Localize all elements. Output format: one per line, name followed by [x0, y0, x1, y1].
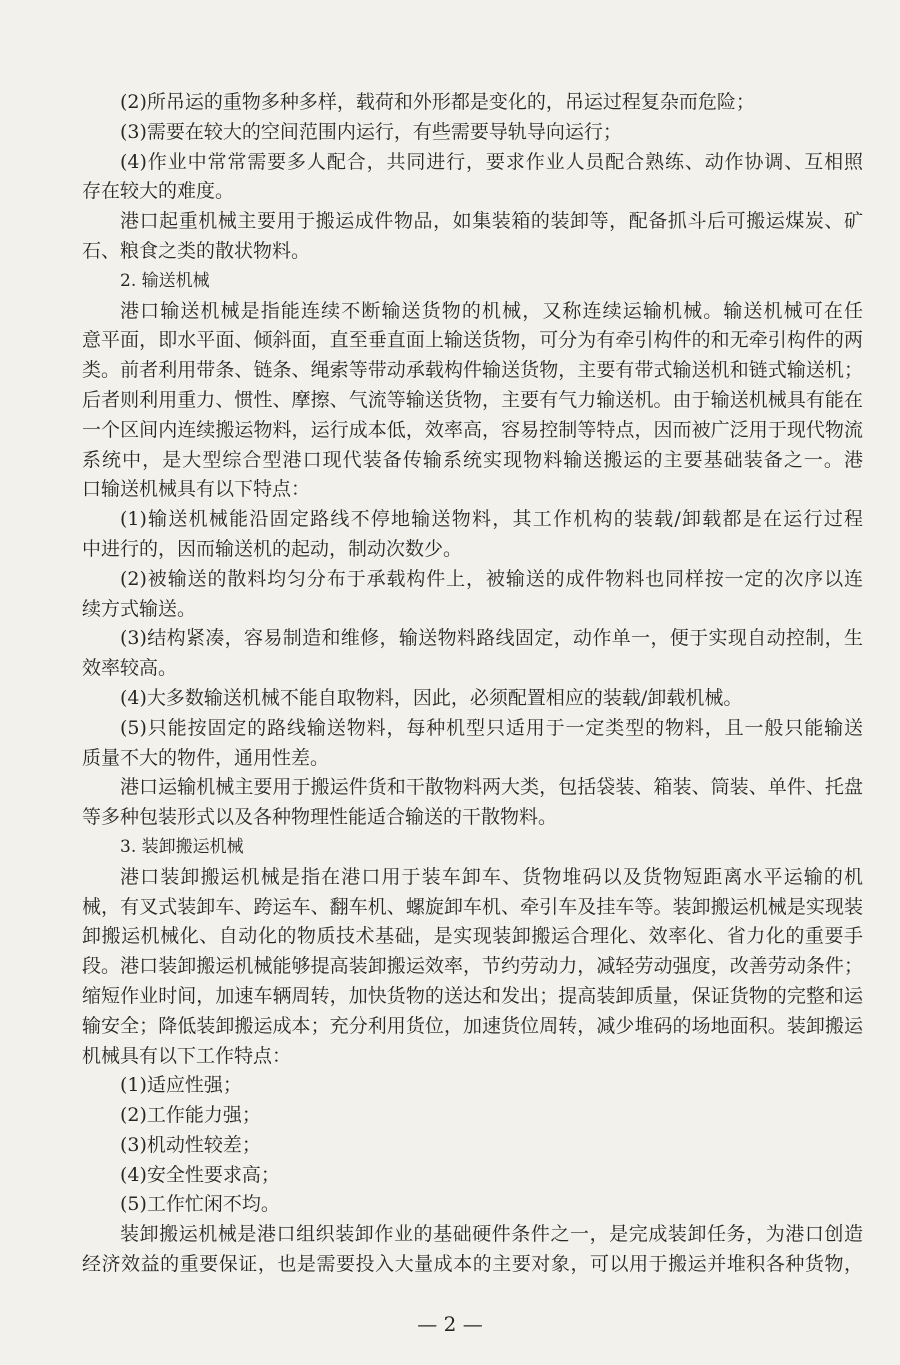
text-line: 港口运输机械主要用于搬运件货和干散物料两大类，包括袋装、箱装、筒装、单件、托盘 — [120, 776, 863, 799]
text-line: 等多种包装形式以及各种物理性能适合输送的干散物料。 — [82, 806, 558, 829]
text-line: 港口装卸搬运机械是指在港口用于装车卸车、货物堆码以及货物短距离水平运输的机 — [120, 865, 863, 888]
text-line: 港口起重机械主要用于搬运成件物品，如集装箱的装卸等，配备抓斗后可搬运煤炭、矿 — [120, 210, 863, 233]
text-line: (3)结构紧凑，容易制造和维修，输送物料路线固定，动作单一，便于实现自动控制，生 — [120, 627, 863, 650]
text-line: (5)工作忙闲不均。 — [120, 1193, 280, 1216]
text-line: 装卸搬运机械是港口组织装卸作业的基础硬件条件之一，是完成装卸任务，为港口创造 — [120, 1223, 863, 1246]
text-line: 系统中，是大型综合型港口现代装备传输系统实现物料输送搬运的主要基础装备之一。港 — [82, 448, 863, 471]
text-line: 输安全；降低装卸搬运成本；充分利用货位，加速货位周转，减少堆码的场地面积。装卸搬运 — [82, 1014, 863, 1037]
text-line: (4)大多数输送机械不能自取物料，因此，必须配置相应的装载/卸载机械。 — [120, 686, 743, 709]
text-line: 段。港口装卸搬运机械能够提高装卸搬运效率，节约劳动力，减轻劳动强度，改善劳动条件； — [82, 955, 863, 978]
text-line: (5)只能按固定的路线输送物料，每种机型只适用于一定类型的物料，且一般只能输送 — [120, 716, 863, 739]
text-line: 续方式输送。 — [82, 597, 197, 620]
text-line: 类。前者利用带条、链条、绳索等带动承载构件输送货物，主要有带式输送机和链式输送机； — [82, 359, 863, 382]
body-text — [82, 88, 863, 1280]
text-line: 质量不大的物件，通用性差。 — [82, 746, 330, 769]
section-heading: 2. 输送机械 — [120, 270, 210, 291]
text-line: 卸搬运机械化、自动化的物质技术基础，是实现装卸搬运合理化、效率化、省力化的重要手 — [82, 925, 863, 948]
text-line: 后者则利用重力、惯性、摩擦、气流等输送货物，主要有气力输送机。由于输送机械具有能在 — [82, 388, 863, 411]
text-line: (1)输送机械能沿固定路线不停地输送物料，其工作机构的装载/卸载都是在运行过程 — [120, 508, 863, 531]
text-line: (3)需要在较大的空间范围内运行，有些需要导轨导向运行； — [120, 120, 622, 143]
text-line: 口输送机械具有以下特点： — [82, 478, 311, 501]
text-line: (2)所吊运的重物多种多样，载荷和外形都是变化的，吊运过程复杂而危险； — [120, 91, 755, 113]
text-line: 缩短作业时间，加速车辆周转，加快货物的送达和发出；提高装卸质量，保证货物的完整和运 — [82, 984, 863, 1007]
text-line: (2)工作能力强； — [120, 1104, 261, 1127]
text-line: (3)机动性较差； — [120, 1133, 261, 1156]
text-line: 一个区间内连续搬运物料，运行成本低，效率高，容易控制等特点，因而被广泛用于现代物流 — [82, 418, 863, 441]
text-line: (4)作业中常常需要多人配合，共同进行，要求作业人员配合熟练、动作协调、互相照 — [120, 150, 863, 173]
page-number: — 2 — — [417, 1312, 483, 1336]
text-line: 石、粮食之类的散状物料。 — [82, 239, 311, 262]
text-line: 械，有叉式装卸车、跨运车、翻车机、螺旋卸车机、牵引车及挂车等。装卸搬运机械是实现装 — [82, 895, 863, 918]
text-line: (2)被输送的散料均匀分布于承载构件上，被输送的成件物料也同样按一定的次序以连 — [120, 567, 863, 590]
text-line: 意平面，即水平面、倾斜面，直至垂直面上输送货物，可分为有牵引构件的和无牵引构件的两 — [82, 329, 863, 352]
text-line: 存在较大的难度。 — [82, 180, 235, 203]
text-line: (1)适应性强； — [120, 1074, 242, 1097]
text-line: (4)安全性要求高； — [120, 1163, 280, 1186]
text-line: 经济效益的重要保证，也是需要投入大量成本的主要对象，可以用于搬运并堆积各种货物， — [82, 1253, 863, 1276]
text-line: 机械具有以下工作特点： — [82, 1044, 292, 1067]
text-line: 效率较高。 — [82, 657, 178, 680]
text-line: 港口输送机械是指能连续不断输送货物的机械，又称连续运输机械。输送机械可在任 — [120, 299, 863, 322]
text-line: 中进行的，因而输送机的起动，制动次数少。 — [82, 537, 463, 560]
section-heading: 3. 装卸搬运机械 — [120, 836, 244, 857]
